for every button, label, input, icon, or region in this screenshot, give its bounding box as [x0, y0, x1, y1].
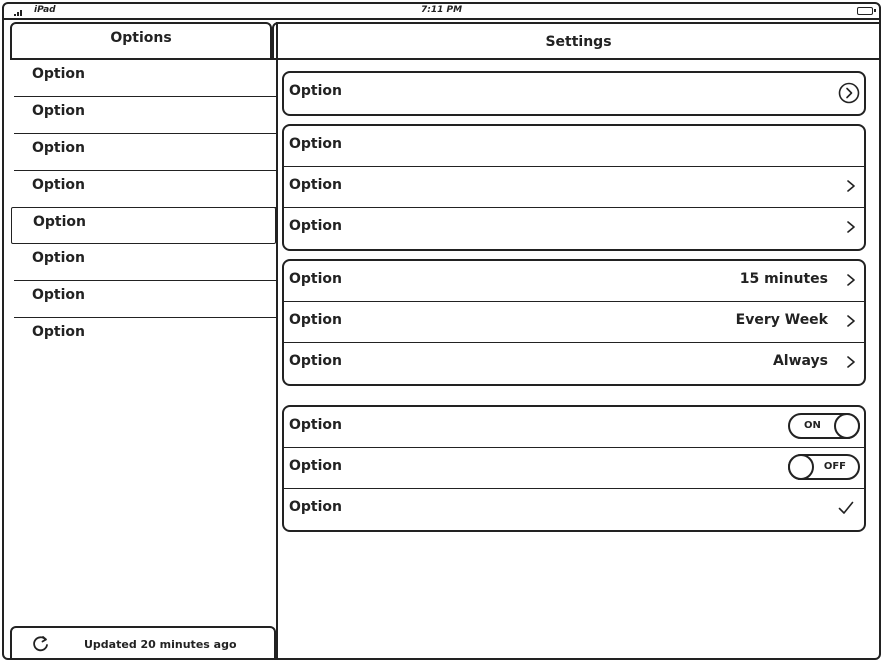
- row-value: Every Week: [735, 312, 828, 328]
- row-label: Option: [289, 83, 342, 99]
- settings-group-1: [282, 71, 866, 116]
- settings-row[interactable]: [284, 73, 864, 114]
- row-label: Option: [289, 312, 342, 328]
- battery-icon: [857, 7, 873, 15]
- options-list-item[interactable]: Option: [14, 244, 276, 281]
- toggle-knob: [788, 454, 814, 480]
- checkmark-icon: [838, 501, 854, 515]
- settings-row[interactable]: [284, 167, 864, 208]
- toggle-label: OFF: [823, 461, 846, 472]
- row-label: Option: [289, 271, 342, 287]
- row-label: Option: [289, 417, 342, 433]
- row-value: Always: [772, 353, 828, 369]
- settings-group-3: [282, 259, 866, 386]
- row-label: Option: [289, 499, 342, 515]
- row-label: Option: [289, 458, 342, 474]
- status-bar: [4, 4, 879, 20]
- toggle-switch-off[interactable]: [788, 454, 860, 480]
- options-list-item[interactable]: Option: [32, 324, 85, 340]
- row-value: 15 minutes: [739, 271, 828, 287]
- settings-row[interactable]: [284, 489, 864, 530]
- status-time: 7:11 PM: [420, 5, 463, 15]
- options-list-item[interactable]: Option: [14, 97, 276, 134]
- settings-row[interactable]: [284, 343, 864, 384]
- toggle-knob: [834, 413, 860, 439]
- chevron-right-icon: [846, 356, 856, 368]
- settings-title: Settings: [272, 22, 881, 60]
- options-list-item[interactable]: Option: [14, 60, 276, 97]
- settings-row[interactable]: [284, 208, 864, 249]
- options-panel: [10, 22, 278, 660]
- settings-row[interactable]: [284, 302, 864, 343]
- settings-row[interactable]: [284, 261, 864, 302]
- chevron-right-icon: [846, 274, 856, 286]
- disclosure-button-icon[interactable]: [838, 82, 860, 104]
- settings-group-4: [282, 405, 866, 532]
- settings-group-2: [282, 124, 866, 251]
- row-label: Option: [289, 218, 342, 234]
- row-label: Option: [289, 177, 342, 193]
- chevron-right-icon: [846, 180, 856, 192]
- update-status-text: Updated 20 minutes ago: [84, 638, 237, 651]
- options-list-item[interactable]: Option: [14, 281, 276, 318]
- options-list-item-selected[interactable]: Option: [11, 207, 276, 244]
- toggle-label: ON: [804, 420, 821, 431]
- row-label: Option: [289, 136, 342, 152]
- settings-row[interactable]: [284, 126, 864, 167]
- toggle-switch-on[interactable]: [788, 413, 860, 439]
- update-footer: [10, 626, 276, 660]
- device-name: iPad: [34, 5, 56, 15]
- options-list-item[interactable]: Option: [14, 134, 276, 171]
- chevron-right-icon: [846, 221, 856, 233]
- chevron-right-icon: [846, 315, 856, 327]
- settings-row: [284, 407, 864, 448]
- row-label: Option: [289, 353, 342, 369]
- options-title: Options: [10, 22, 272, 60]
- refresh-icon[interactable]: [32, 635, 50, 653]
- settings-row: [284, 448, 864, 489]
- options-list-item[interactable]: Option: [14, 171, 276, 208]
- options-list: [14, 60, 276, 355]
